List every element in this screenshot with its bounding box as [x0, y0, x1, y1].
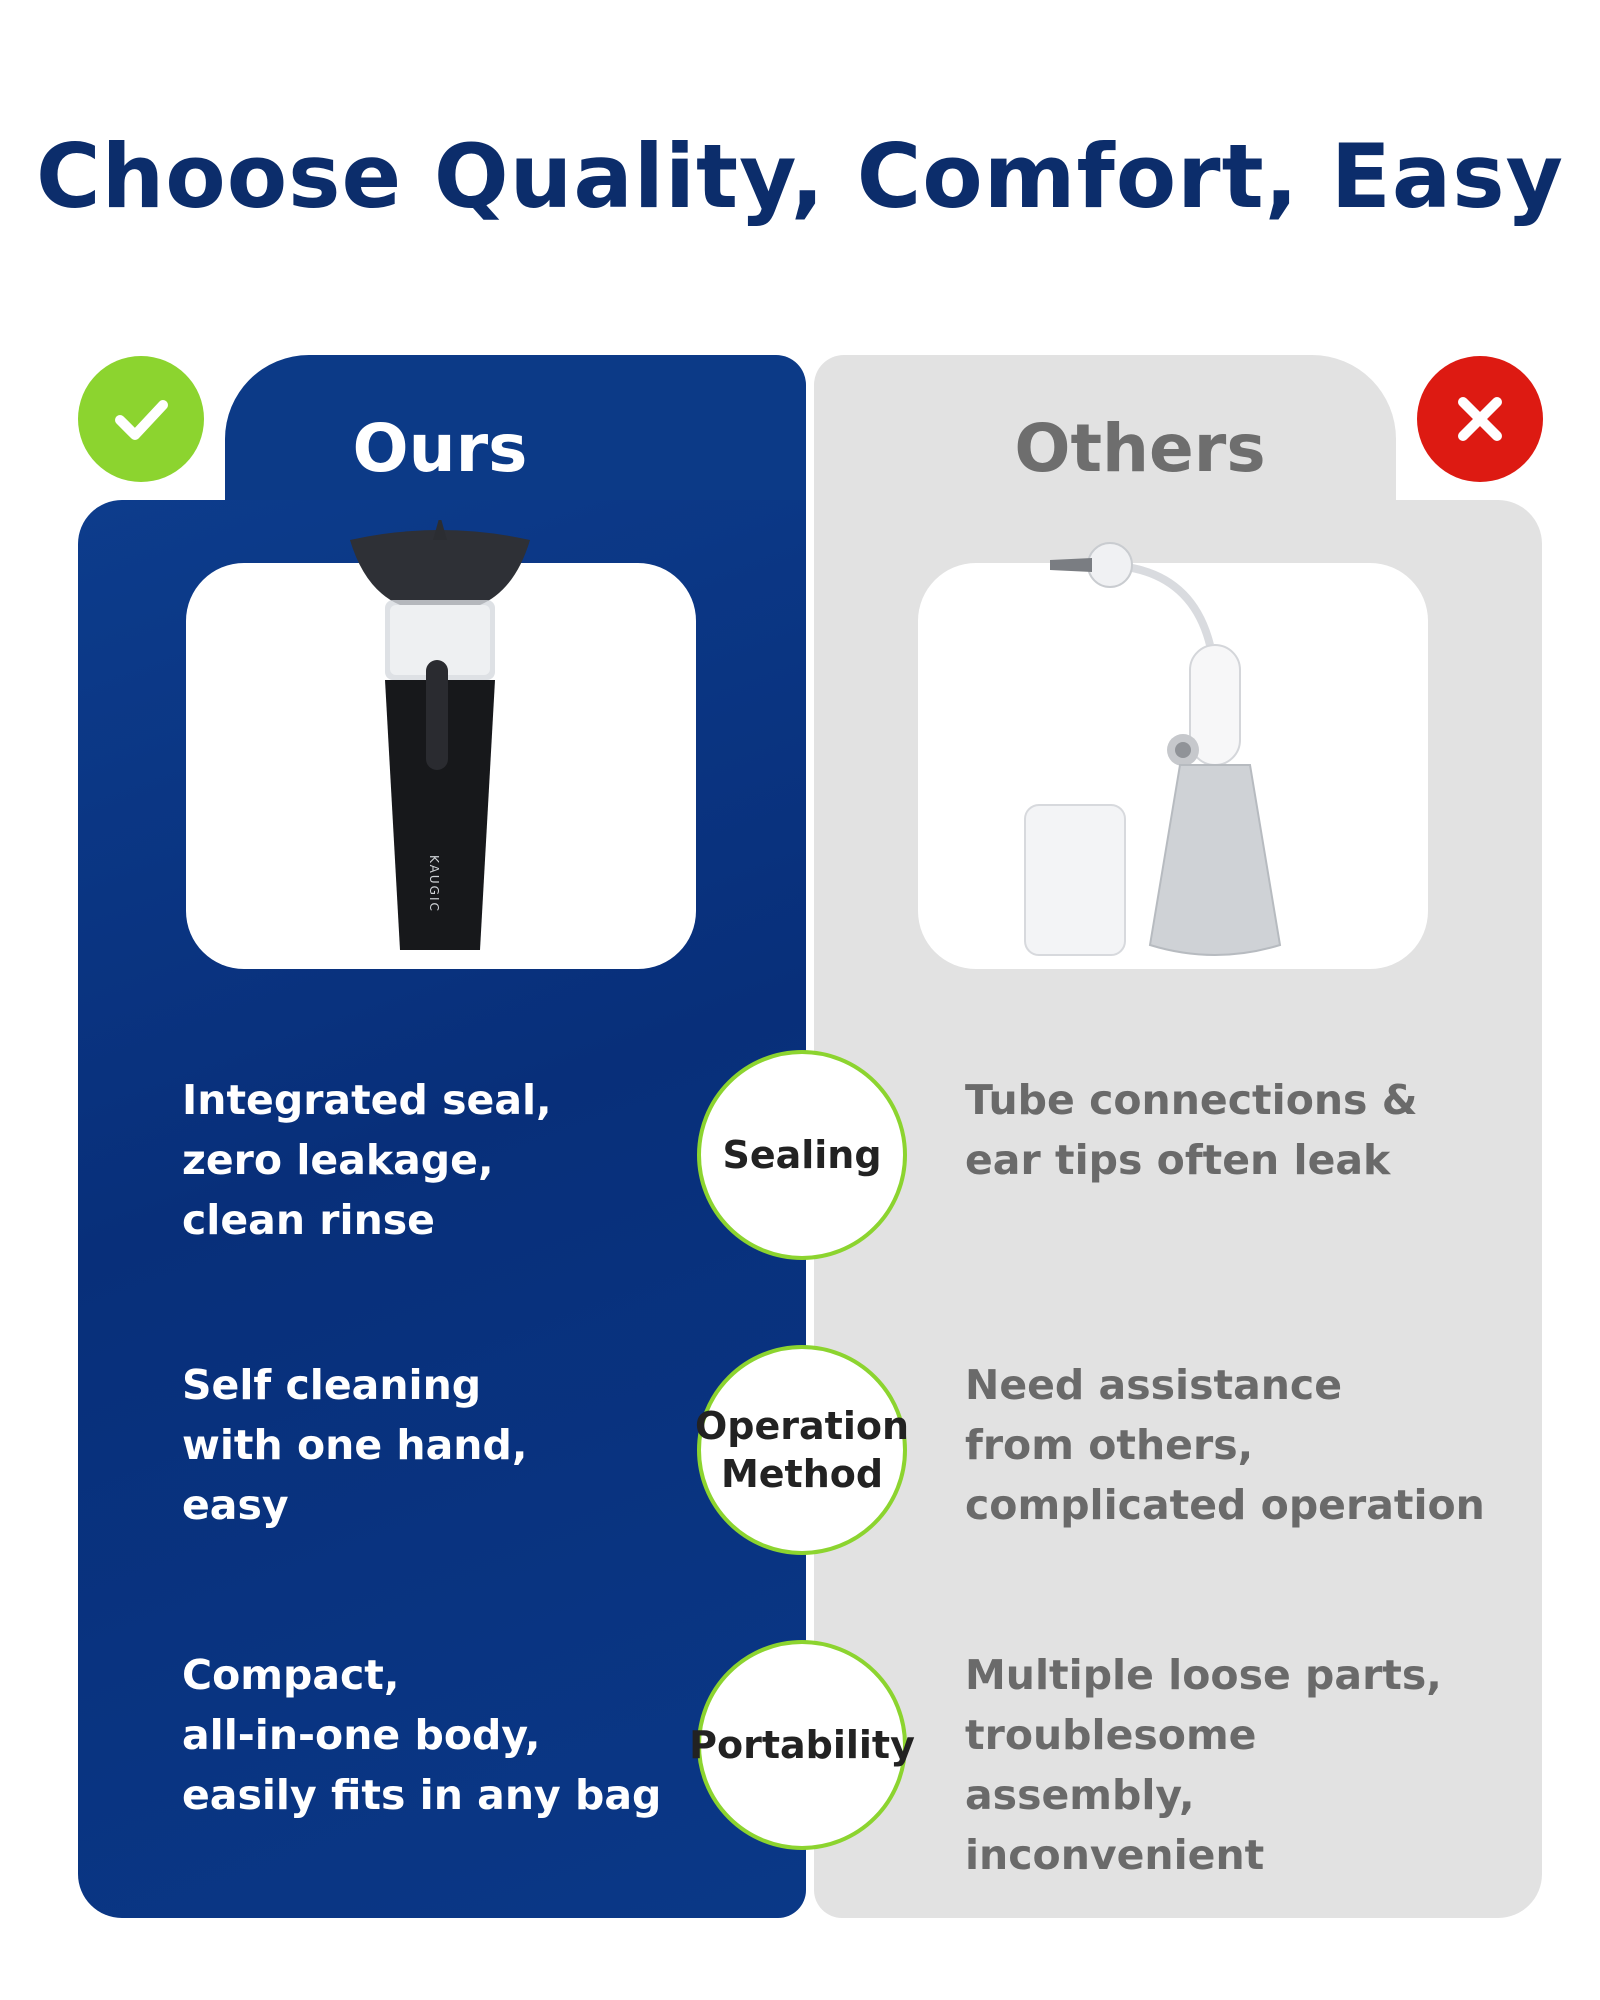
- feature-line: Need assistance: [965, 1361, 1343, 1409]
- feature-line: inconvenient: [965, 1831, 1265, 1879]
- check-icon: [78, 356, 204, 482]
- others-feature-operation: [965, 1355, 1495, 1535]
- ours-title: Ours: [352, 410, 528, 487]
- feature-line: Integrated seal,: [182, 1076, 552, 1124]
- feature-line: Tube connections &: [965, 1076, 1418, 1124]
- others-title: Others: [1014, 410, 1266, 487]
- feature-line: ear tips often leak: [965, 1136, 1391, 1184]
- criterion-portability: [689, 1640, 915, 1850]
- x-icon: [1417, 356, 1543, 482]
- brand-text: KAUGIC: [427, 855, 441, 913]
- feature-line: clean rinse: [182, 1196, 435, 1244]
- feature-line: easy: [182, 1481, 289, 1529]
- feature-line: Multiple loose parts,: [965, 1651, 1442, 1699]
- others-feature-portability: [965, 1645, 1495, 1885]
- feature-line: from others,: [965, 1421, 1254, 1469]
- criterion-label: Method: [720, 1452, 884, 1496]
- ours-feature-operation: [182, 1355, 702, 1535]
- criterion-label: Operation: [695, 1404, 910, 1448]
- criterion-label: Sealing: [722, 1133, 882, 1177]
- others-product-image: [1020, 525, 1290, 965]
- criterion-sealing: [697, 1050, 907, 1260]
- feature-line: easily fits in any bag: [182, 1771, 662, 1819]
- feature-line: troublesome assembly,: [965, 1711, 1257, 1819]
- ours-feature-portability: [182, 1645, 702, 1825]
- page-title: Choose Quality, Comfort, Easy: [36, 125, 1564, 228]
- feature-line: complicated operation: [965, 1481, 1485, 1529]
- feature-line: all-in-one body,: [182, 1711, 541, 1759]
- criterion-operation-method: [695, 1345, 910, 1555]
- criterion-label: Portability: [689, 1723, 915, 1767]
- others-feature-sealing: [965, 1070, 1495, 1190]
- feature-line: Self cleaning: [182, 1361, 482, 1409]
- feature-line: zero leakage,: [182, 1136, 494, 1184]
- feature-line: with one hand,: [182, 1421, 528, 1469]
- ours-feature-sealing: [182, 1070, 702, 1250]
- ours-product-image: [330, 520, 550, 960]
- feature-line: Compact,: [182, 1651, 400, 1699]
